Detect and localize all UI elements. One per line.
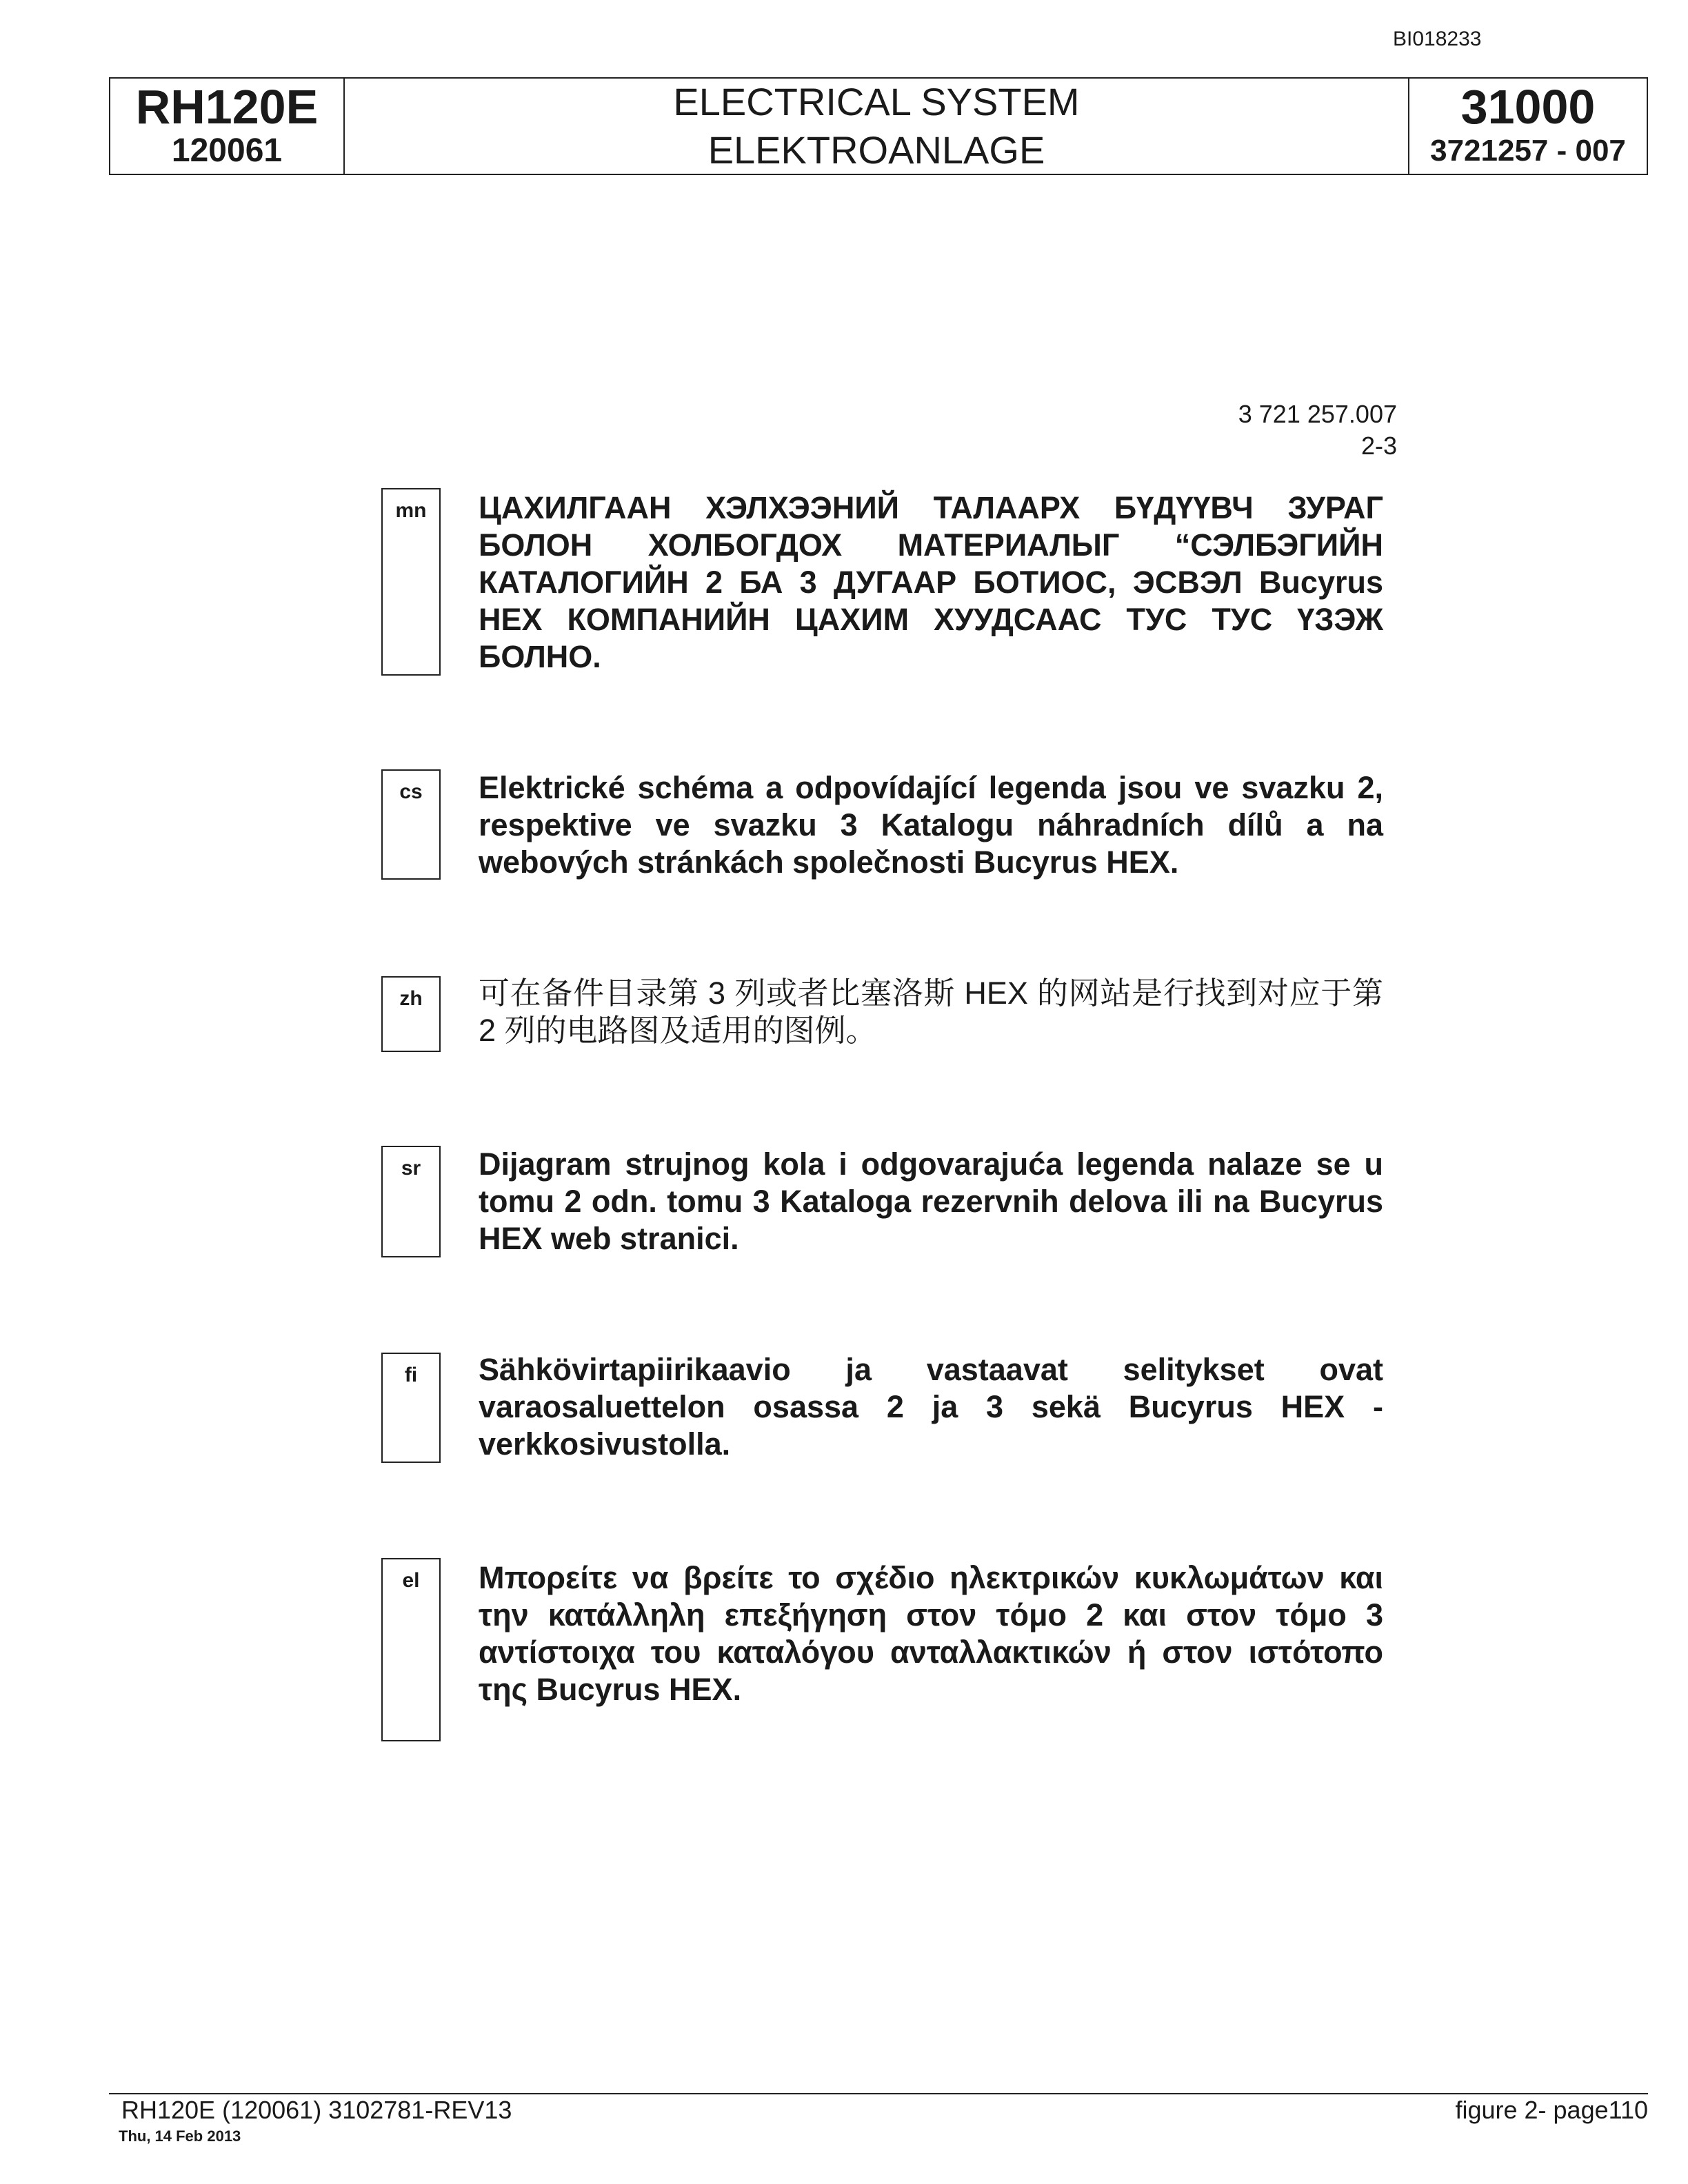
language-text-el: Μπορείτε να βρείτε το σχέδιο ηλεκτρικών κυκλωμάτων και την κατάλληλη επεξήγηση στον τόμο 2 και στον τόμο 3 αντίστοιχα του καταλόγου ανταλλακτικών ή στον ιστότοπο της Bucyrus HEX. bbox=[479, 1560, 1383, 1707]
language-code-box: cs bbox=[381, 769, 441, 880]
language-text-mn: ЦАХИЛГААН ХЭЛХЭЭНИЙ ТАЛААРХ БҮДҮҮВЧ ЗУРАГ БОЛОН ХОЛБОГДОХ МАТЕРИАЛЫГ “СЭЛБЭГИЙН КАТАЛОГИЙН 2 БА 3 ДУГААР БОТИОС, ЭСВЭЛ Bucyrus HEX КОМПАНИЙН ЦАХИМ ХУУДСААС ТУС ТУС ҮЗЭЖ БОЛНО. bbox=[479, 490, 1383, 674]
header-model-cell bbox=[110, 79, 345, 174]
footer-page-number: figure 2- page110 bbox=[1455, 2096, 1648, 2124]
language-text-zh: 可在备件目录第 3 列或者比塞洛斯 HEX 的网站是行找到对应于第 2 列的电路图及适用的图例。 bbox=[479, 975, 1383, 1048]
language-code-box: zh bbox=[381, 976, 441, 1052]
language-text-fi: Sähkövirtapiirikaavio ja vastaavat selitykset ovat varaosaluettelon osassa 2 ja 3 sekä Bucyrus HEX -verkkosivustolla. bbox=[479, 1352, 1383, 1462]
reference-number: 3 721 257.007 bbox=[1238, 400, 1397, 428]
model-name: RH120E bbox=[135, 80, 319, 134]
title-german: ELEKTROANLAGE bbox=[707, 128, 1045, 172]
title-english: ELECTRICAL SYSTEM bbox=[673, 80, 1080, 123]
language-code-box: fi bbox=[381, 1353, 441, 1463]
document-id: BI018233 bbox=[1393, 28, 1482, 50]
header-section-cell bbox=[1409, 79, 1647, 174]
language-text-cs: Elektrické schéma a odpovídající legenda jsou ve svazku 2, respektive ve svazku 3 Katalogu náhradních dílů a na webových stránkách společnosti Bucyrus HEX. bbox=[479, 770, 1383, 880]
footer-document-info: RH120E (120061) 3102781-REV13 bbox=[121, 2096, 512, 2124]
language-code-box: sr bbox=[381, 1146, 441, 1257]
footer-date: Thu, 14 Feb 2013 bbox=[119, 2127, 241, 2145]
header-table bbox=[109, 77, 1648, 175]
part-reference: 3721257 - 007 bbox=[1430, 134, 1626, 168]
footer-divider bbox=[109, 2093, 1648, 2094]
reference-block bbox=[1238, 398, 1397, 462]
reference-page: 2-3 bbox=[1360, 432, 1397, 460]
section-number: 31000 bbox=[1460, 80, 1596, 134]
header-title-cell bbox=[345, 79, 1409, 174]
language-code-box: mn bbox=[381, 488, 441, 676]
serial-number: 120061 bbox=[171, 132, 283, 169]
language-code-box: el bbox=[381, 1558, 441, 1741]
language-text-sr: Dijagram strujnog kola i odgovarajuća legenda nalaze se u tomu 2 odn. tomu 3 Kataloga rezervnih delova ili na Bucyrus HEX web stranici. bbox=[479, 1146, 1383, 1256]
